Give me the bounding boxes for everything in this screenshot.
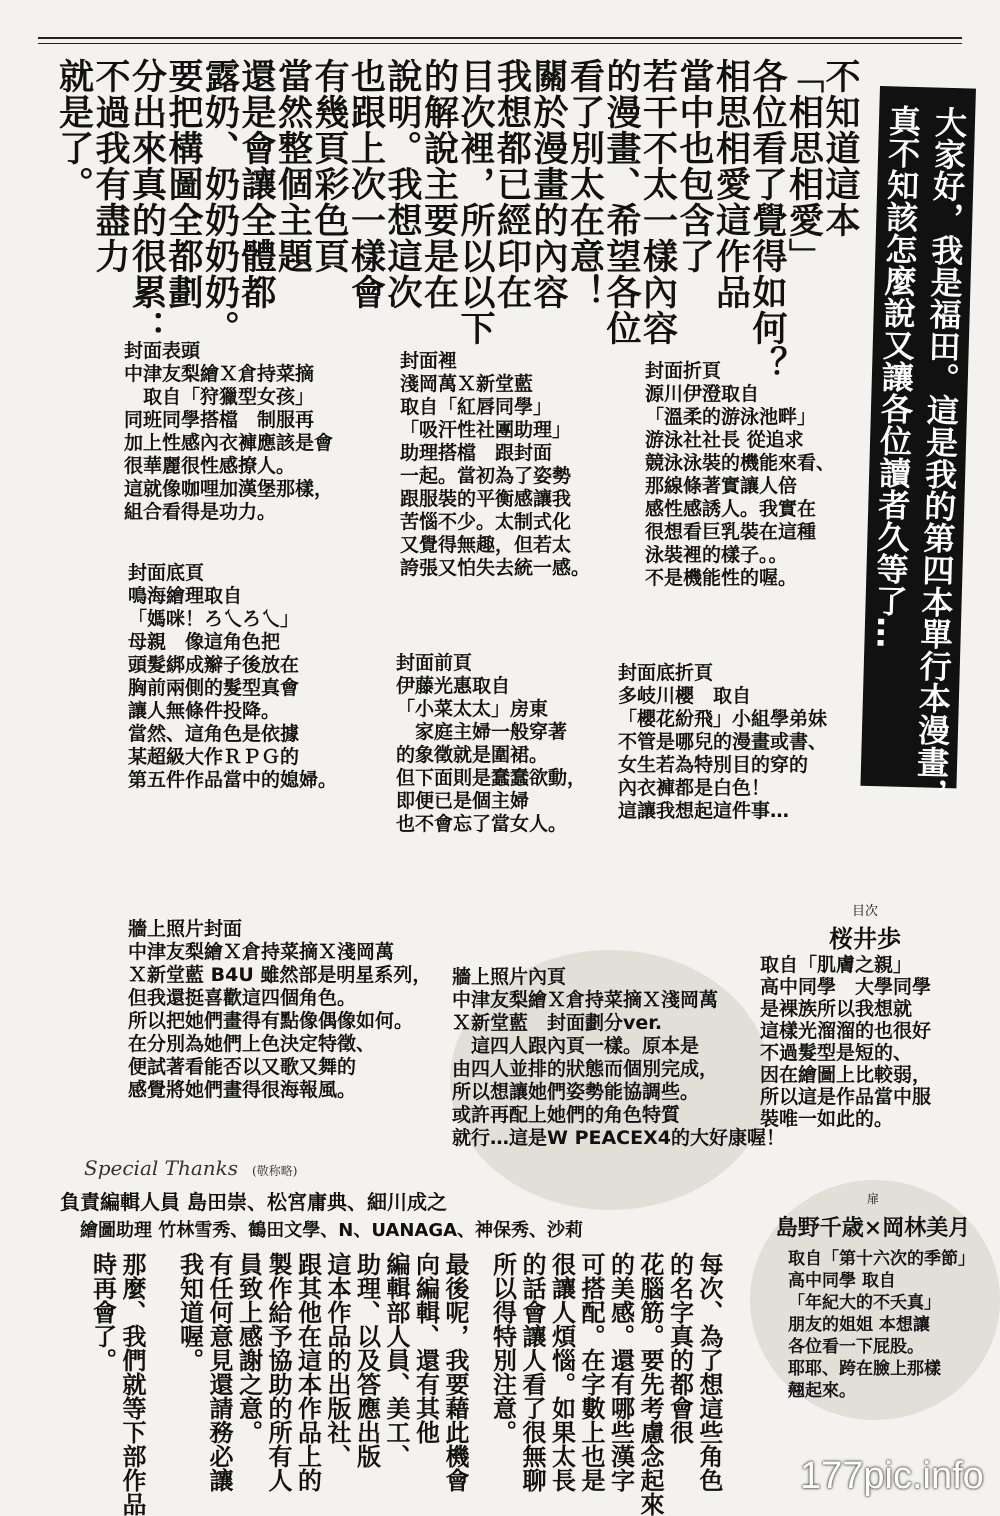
note-line: 跟服裝的平衡感讓我 <box>400 488 572 510</box>
note-line: 這四人跟內頁一樣。原本是 <box>452 1035 700 1057</box>
note-line: 某超級大作ＲＰＧ的 <box>128 746 300 768</box>
note-line: 游泳社社長 從追求 <box>645 429 804 451</box>
intro-column: 看了別太在意！ <box>564 58 605 310</box>
note-line: 苦惱不少。太制式化 <box>400 511 572 533</box>
toc-section <box>760 900 970 1130</box>
closing-column: 可搭配。在字數上也是 <box>577 1252 605 1492</box>
note-heading: 封面折頁 <box>645 360 722 382</box>
toc2-line: 朋友的姐姐 本想讓 <box>788 1315 930 1335</box>
intro-column: 還是會讓全體都 <box>236 58 276 310</box>
note-line: 即便已是個主婦 <box>396 790 530 812</box>
note-heading: 封面表頭 <box>124 340 201 362</box>
note-line: 那線條著實讓人倍 <box>645 475 798 497</box>
toc2-line: 「年紀大的不夭真」 <box>788 1293 941 1313</box>
toc-line: 是裸族所以我想就 <box>760 998 913 1020</box>
note-line: 取自「紅唇同學」 <box>400 396 553 418</box>
note-line: 當然、這角色是依據 <box>128 723 300 745</box>
closing-column: 跟其他在這本作品上的 <box>293 1252 322 1492</box>
toc-line: 不過髮型是短的、 <box>760 1042 913 1064</box>
note-heading: 封面前頁 <box>396 652 473 674</box>
intro-column: 當中也包含了 <box>674 58 714 274</box>
note-line: 便試著看能否以又歌又舞的 <box>128 1056 357 1078</box>
intro-column: 若干不太一樣內容 <box>637 58 678 346</box>
intro-column: 說明。我想這次 <box>382 58 422 310</box>
note-heading: 封面裡 <box>400 350 458 372</box>
intro-column: 我想都已經印在 <box>491 58 532 310</box>
note-cover-back-flap <box>618 662 827 823</box>
closing-column: 員致上感謝之意。 <box>234 1252 263 1444</box>
intro-column: 分出來真的很累： <box>126 58 167 346</box>
note-line: 取自「狩獵型女孩」 <box>124 386 315 408</box>
note-line: 但下面則是蠢蠢欲動， <box>396 767 587 789</box>
closing-column: 製作給予協助的所有人 <box>264 1252 292 1492</box>
greeting-line: 大家好，我是福田。這是我的第四本單行本漫畫， <box>910 105 969 811</box>
intro-column: 不知道這本 <box>820 58 860 238</box>
intro-column: 就是了。 <box>53 58 94 202</box>
note-heading: 封面底頁 <box>128 562 205 584</box>
note-line: 「吸汗性社團助理」 <box>400 419 572 441</box>
note-line: 感覺將她們畫得很海報風。 <box>128 1079 357 1101</box>
note-wall-photo-inside <box>452 966 785 1150</box>
note-line: 「溫柔的游泳池畔」 <box>645 406 817 428</box>
note-line: 家庭主婦一般穿著 <box>396 721 568 743</box>
note-line: 不管是哪兒的漫畫或書、 <box>618 731 828 753</box>
frontispiece-names: 島野千歳×岡林美月 <box>775 1215 971 1241</box>
toc2-line: 翹起來。 <box>788 1381 856 1401</box>
note-line: 感性感誘人。我實在 <box>645 498 817 520</box>
intro-column: 關於漫畫的內容 <box>528 58 568 310</box>
toc2-line: 耶耶、跨在臉上那樣 <box>788 1359 941 1379</box>
note-line: 胸前兩側的髮型真會 <box>128 677 300 699</box>
note-line: 泳裝裡的樣子。。 <box>645 544 788 566</box>
note-line: 頭髮綁成辮子後放在 <box>128 654 300 676</box>
intro-column: 當然整個主題 <box>272 58 313 274</box>
greeting-line: 真不知該怎麼說又讓各位讀者久等了… <box>869 104 923 649</box>
note-line: 不是機能性的喔。 <box>645 567 798 589</box>
note-line: 第五件作品當中的媳婦。 <box>128 769 338 791</box>
note-line: 讓人無條件投降。 <box>128 700 281 722</box>
note-heading: 牆上照片內頁 <box>452 966 567 988</box>
note-heading: 封面底折頁 <box>618 662 714 684</box>
closing-column: 的美感。還有哪些漢字 <box>606 1252 635 1492</box>
intro-column: 也跟上次一樣會 <box>345 58 386 310</box>
intro-column: 有幾頁彩色頁 <box>309 58 349 274</box>
intro-column: 相思相愛這作品 <box>710 58 751 310</box>
note-line: 的象徵就是圍裙。 <box>396 744 549 766</box>
toc-line: 因在繪圖上比較弱， <box>760 1064 932 1086</box>
note-line: 也不會忘了當女人。 <box>396 813 568 835</box>
intro-column: 的解說主要是在 <box>418 58 459 310</box>
note-line: 加上性感內衣褲應該是會 <box>124 432 334 454</box>
note-cover-back <box>128 562 337 792</box>
intro-column: 的漫畫、希望各位 <box>601 58 641 346</box>
note-line: 母親 像這角色把 <box>128 631 281 653</box>
note-line: 誇張又怕失去統一感。 <box>400 557 591 579</box>
note-line: 競泳泳裝的機能來看、 <box>645 452 836 474</box>
note-cover-front <box>124 340 333 524</box>
closing-column: 的話會讓人看了很無聊 <box>518 1252 546 1492</box>
greeting-box <box>860 86 976 811</box>
note-line: 同班同學搭檔 制服再 <box>124 409 315 431</box>
note-cover-inside <box>400 350 590 580</box>
note-line: 這讓我想起這件事… <box>618 800 790 822</box>
intro-column: 「相思相愛」 <box>783 58 824 274</box>
note-line: 或許再配上她們的角色特質 <box>452 1104 681 1126</box>
toc2-line: 各位看一下屁股。 <box>788 1337 924 1357</box>
note-line: 源川伊澄取自 <box>645 383 760 405</box>
note-line: Ｘ新堂藍 封面劃分ver. <box>452 1012 663 1034</box>
note-line: 「櫻花紛飛」小組學弟妹 <box>618 708 828 730</box>
intro-column: 各位看了覺得如何？ <box>747 58 787 382</box>
closing-column: 最後呢，我要藉此機會 <box>441 1252 469 1492</box>
note-line: 這就像咖哩加漢堡那樣， <box>124 478 334 500</box>
closing-column: 這本作品的出版社、 <box>323 1252 351 1468</box>
closing-column: 時再會了。 <box>88 1252 117 1372</box>
intro-column: 要把構圖全都劃 <box>163 58 203 310</box>
toc-line: 這樣光溜溜的也很好 <box>760 1020 932 1042</box>
toc2-line: 取自「第十六次的季節」 <box>788 1249 975 1269</box>
intro-column: 露奶、奶奶奶奶。 <box>199 58 240 346</box>
note-line: 「小菜太太」房東 <box>396 698 549 720</box>
note-line: 多岐川櫻 取自 <box>618 685 752 707</box>
note-line: 內衣褲都是白色！ <box>618 777 771 799</box>
note-heading: 牆上照片封面 <box>128 918 243 940</box>
note-line: 女生若為特別目的穿的 <box>618 754 809 776</box>
special-thanks-text: Special Thanks <box>84 1156 239 1180</box>
toc-line: 高中同學 大學同學 <box>760 976 932 998</box>
closing-column: 所以得特別注意。 <box>488 1252 517 1444</box>
note-line: 所以把她們畫得有點像偶像如何。 <box>128 1010 414 1032</box>
closing-column: 很讓人煩惱。如果太長 <box>547 1252 576 1492</box>
intro-column: 目次裡，所以以下 <box>455 58 495 346</box>
top-rule-thin <box>38 43 962 44</box>
closing-column: 助理、以及答應出版 <box>352 1252 381 1468</box>
note-line: 一起。當初為了姿勢 <box>400 465 572 487</box>
toc2-line: 高中同學 取自 <box>788 1271 896 1291</box>
note-line: 淺岡萬Ｘ新堂藍 <box>400 373 534 395</box>
toc-line: 裝唯一如此的。 <box>760 1108 894 1130</box>
closing-column: 的名字真的都會很 <box>665 1252 694 1444</box>
note-line: 就行…這是W PEACEX4的大好康喔！ <box>452 1127 785 1149</box>
toc-label: 目次 <box>851 904 878 919</box>
closing-column: 向編輯、還有其他 <box>411 1252 440 1444</box>
note-line: 中津友梨繪Ｘ倉持菜摘 <box>124 363 315 385</box>
note-line: 但我還挺喜歡這四個角色。 <box>128 987 357 1009</box>
closing-column: 花腦筋。要先考慮念起來 <box>636 1252 664 1516</box>
watermark: 177pic.info <box>800 1455 984 1497</box>
closing-column: 編輯部人員、美工、 <box>382 1252 410 1468</box>
closing-column: 我知道喔。 <box>175 1252 204 1372</box>
note-line: 「媽咪！ろ乀ろ乀」 <box>128 608 300 630</box>
note-cover-front-page <box>396 652 586 836</box>
closing-column: 那麼、我們就等下部作品 <box>118 1252 146 1516</box>
honorific: (敬称略) <box>252 1164 298 1178</box>
note-line: 組合看得是功力。 <box>124 501 277 523</box>
note-line: 中津友梨繪Ｘ倉持菜摘Ｘ淺岡萬 <box>452 989 719 1011</box>
closing-column: 每次、為了想這些角色 <box>695 1252 723 1492</box>
note-line: Ｘ新堂藍 B4U 雖然部是明星系列， <box>128 964 432 986</box>
special-thanks-title <box>84 1156 297 1180</box>
toc-line: 所以這是作品當中服 <box>760 1086 932 1108</box>
note-line: 助理搭檔 跟封面 <box>400 442 553 464</box>
note-cover-flap <box>645 360 835 590</box>
note-line: 所以想讓她們姿勢能協調些。 <box>452 1081 700 1103</box>
toc-author: 桜井歩 <box>829 924 901 953</box>
thanks-editors: 負責編輯人員 島田崇、松宮庸典、細川成之 <box>60 1190 447 1214</box>
note-line: 伊藤光惠取自 <box>396 675 511 697</box>
frontispiece-label: 扉 <box>866 1192 879 1206</box>
note-line: 中津友梨繪Ｘ倉持菜摘Ｘ淺岡萬 <box>128 941 395 963</box>
frontispiece-section <box>758 1190 988 1402</box>
note-line: 由四人並排的狀態而個別完成， <box>452 1058 719 1080</box>
note-line: 很華麗很性感撩人。 <box>124 455 296 477</box>
thanks-assistants: 繪圖助理 竹林雪秀、鶴田文學、N、UANAGA、神保秀、沙莉 <box>80 1220 584 1241</box>
note-line: 很想看巨乳裝在這種 <box>645 521 817 543</box>
top-rule <box>38 37 962 39</box>
note-wall-photo-cover <box>128 918 431 1102</box>
note-line: 鳴海繪理取自 <box>128 585 243 607</box>
toc-line: 取自「肌膚之親」 <box>760 954 913 976</box>
note-line: 在分別為她們上色決定特徵、 <box>128 1033 376 1055</box>
note-line: 又覺得無趣，但若太 <box>400 534 572 556</box>
closing-column: 有任何意見還請務必讓 <box>205 1252 233 1492</box>
intro-column: 不過我有盡力 <box>90 58 130 274</box>
